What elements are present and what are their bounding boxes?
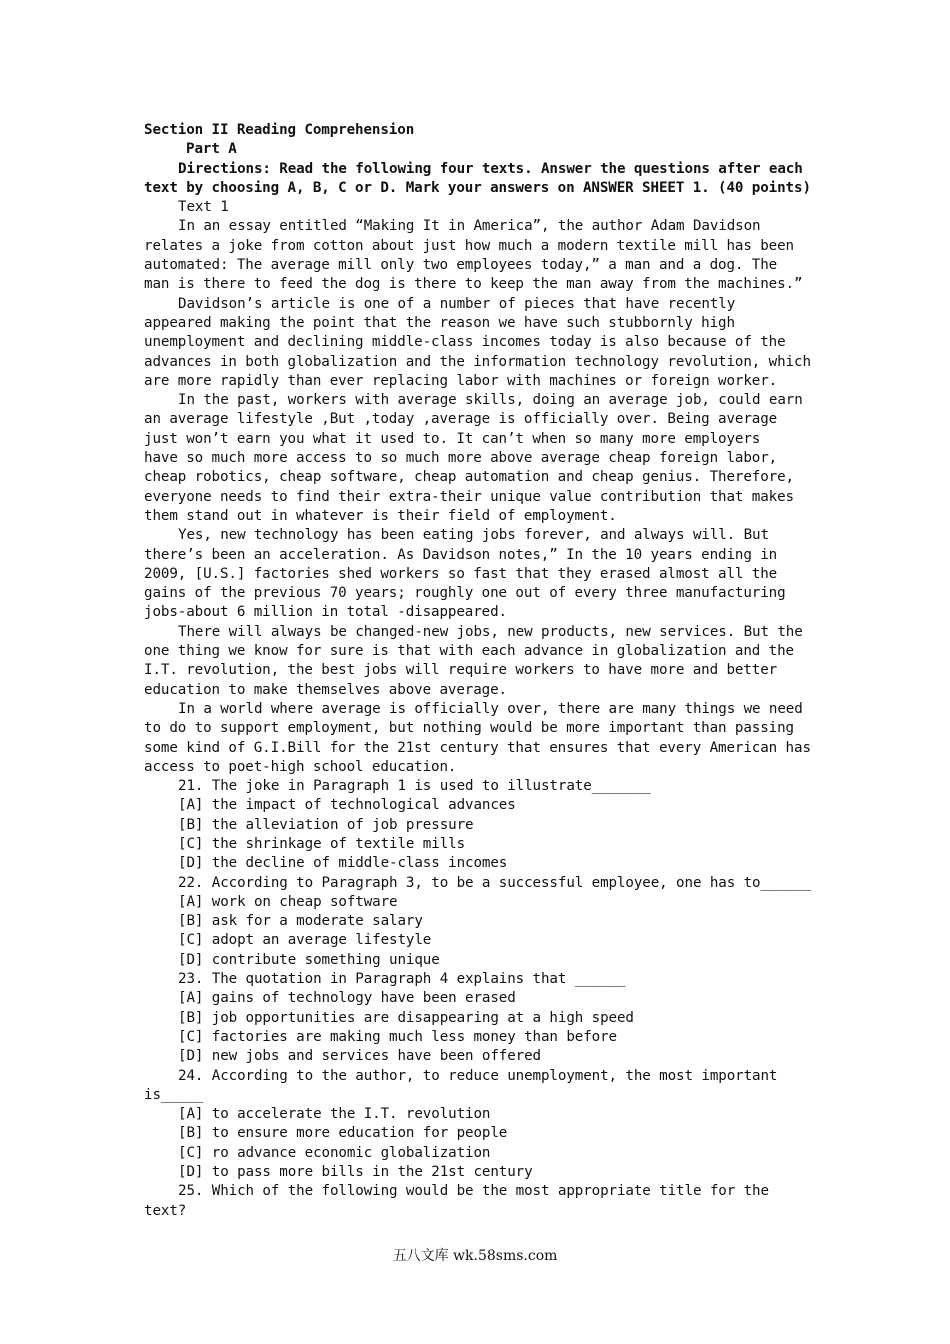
- footer-watermark: 五八文库 wk.58sms.com: [392, 1248, 558, 1264]
- answer-option: [D] new jobs and services have been offered: [178, 1048, 541, 1065]
- paragraph-line: I.T. revolution, the best jobs will require workers to have more and better: [144, 662, 778, 679]
- answer-option: [D] the decline of middle-class incomes: [178, 855, 508, 872]
- paragraph-line: relates a joke from cotton about just how much a modern textile mill has been: [144, 237, 795, 254]
- paragraph-line: have so much more access to so much more above average cheap foreign labor,: [144, 450, 778, 467]
- answer-option: [A] work on cheap software: [178, 893, 398, 910]
- paragraph-line: to do to support employment, but nothing would be more important than passing: [144, 720, 795, 737]
- paragraph-line: some kind of G.I.Bill for the 21st century that ensures that every American has: [144, 739, 811, 756]
- answer-option: [A] the impact of technological advances: [178, 797, 516, 814]
- paragraph-line: unemployment and declining middle-class incomes today is also because of the: [144, 334, 786, 351]
- paragraph-line: 2009, [U.S.] factories shed workers so fast that they erased almost all the: [144, 565, 778, 582]
- question-stem: 25. Which of the following would be the most appropriate title for the: [178, 1183, 769, 1200]
- document-page: [144, 121, 812, 1221]
- answer-option: [C] factories are making much less money than before: [178, 1028, 617, 1045]
- directions-line-2: text by choosing A, B, C or D. Mark your answers on ANSWER SHEET 1. (40 points): [144, 179, 811, 196]
- paragraph-line: jobs-about 6 million in total -disappeared.: [144, 604, 507, 621]
- paragraph-line: education to make themselves above average.: [144, 681, 507, 698]
- paragraph-line: In a world where average is officially over, there are many things we need: [178, 700, 803, 717]
- passage-and-questions: [144, 217, 812, 1220]
- part-title: Part A: [186, 141, 237, 158]
- answer-option: [A] gains of technology have been erased: [178, 990, 516, 1007]
- paragraph-line: In an essay entitled “Making It in America”, the author Adam Davidson: [178, 218, 761, 235]
- answer-option: [B] to ensure more education for people: [178, 1125, 508, 1142]
- question-stem: text?: [144, 1202, 187, 1219]
- paragraph-line: an average lifestyle ,But ,today ,average is officially over. Being average: [144, 411, 778, 428]
- question-stem: 21. The joke in Paragraph 1 is used to illustrate_______: [178, 778, 651, 795]
- paragraph-line: Yes, new technology has been eating jobs forever, and always will. But: [178, 527, 769, 544]
- text-label: Text 1: [178, 199, 229, 216]
- answer-option: [D] to pass more bills in the 21st century: [178, 1164, 533, 1181]
- paragraph-line: everyone needs to find their extra-their unique value contribution that makes: [144, 488, 795, 505]
- paragraph-line: them stand out in whatever is their field of employment.: [144, 507, 617, 524]
- answer-option: [C] the shrinkage of textile mills: [178, 835, 466, 852]
- paragraph-line: There will always be changed-new jobs, new products, new services. But the: [178, 623, 803, 640]
- paragraph-line: are more rapidly than ever replacing labor with machines or foreign worker.: [144, 372, 778, 389]
- paragraph-line: In the past, workers with average skills, doing an average job, could earn: [178, 392, 803, 409]
- directions-line-1: Directions: Read the following four texts. Answer the questions after each: [178, 160, 803, 177]
- section-title: Section II Reading Comprehension: [144, 122, 415, 138]
- paragraph-line: there’s been an acceleration. As Davidson notes,” In the 10 years ending in: [144, 546, 778, 563]
- paragraph-line: one thing we know for sure is that with each advance in globalization and the: [144, 643, 795, 660]
- answer-option: [B] job opportunities are disappearing at a high speed: [178, 1009, 634, 1026]
- question-stem: 23. The quotation in Paragraph 4 explains that ______: [178, 971, 626, 988]
- paragraph-line: Davidson’s article is one of a number of pieces that have recently: [178, 295, 736, 312]
- paragraph-line: cheap robotics, cheap software, cheap automation and cheap genius. Therefore,: [144, 469, 795, 486]
- paragraph-line: just won’t earn you what it used to. It can’t when so many more employers: [144, 430, 761, 447]
- answer-option: [C] ro advance economic globalization: [178, 1144, 491, 1161]
- paragraph-line: gains of the previous 70 years; roughly one out of every three manufacturing: [144, 585, 786, 602]
- paragraph-line: appeared making the point that the reason we have such stubbornly high: [144, 314, 735, 331]
- answer-option: [A] to accelerate the I.T. revolution: [178, 1106, 491, 1123]
- answer-option: [C] adopt an average lifestyle: [178, 932, 432, 949]
- paragraph-line: man is there to feed the dog is there to keep the man away from the machines.”: [144, 276, 803, 293]
- question-stem: 24. According to the author, to reduce unemployment, the most important: [178, 1067, 778, 1084]
- question-stem: is_____: [144, 1086, 204, 1103]
- answer-option: [B] ask for a moderate salary: [178, 913, 423, 930]
- paragraph-line: automated: The average mill only two employees today,” a man and a dog. The: [144, 257, 778, 274]
- paragraph-line: access to poet-high school education.: [144, 758, 457, 775]
- answer-option: [B] the alleviation of job pressure: [178, 816, 474, 833]
- paragraph-line: advances in both globalization and the information technology revolution, which: [144, 353, 811, 370]
- answer-option: [D] contribute something unique: [178, 951, 440, 968]
- question-stem: 22. According to Paragraph 3, to be a successful employee, one has to______: [178, 874, 812, 891]
